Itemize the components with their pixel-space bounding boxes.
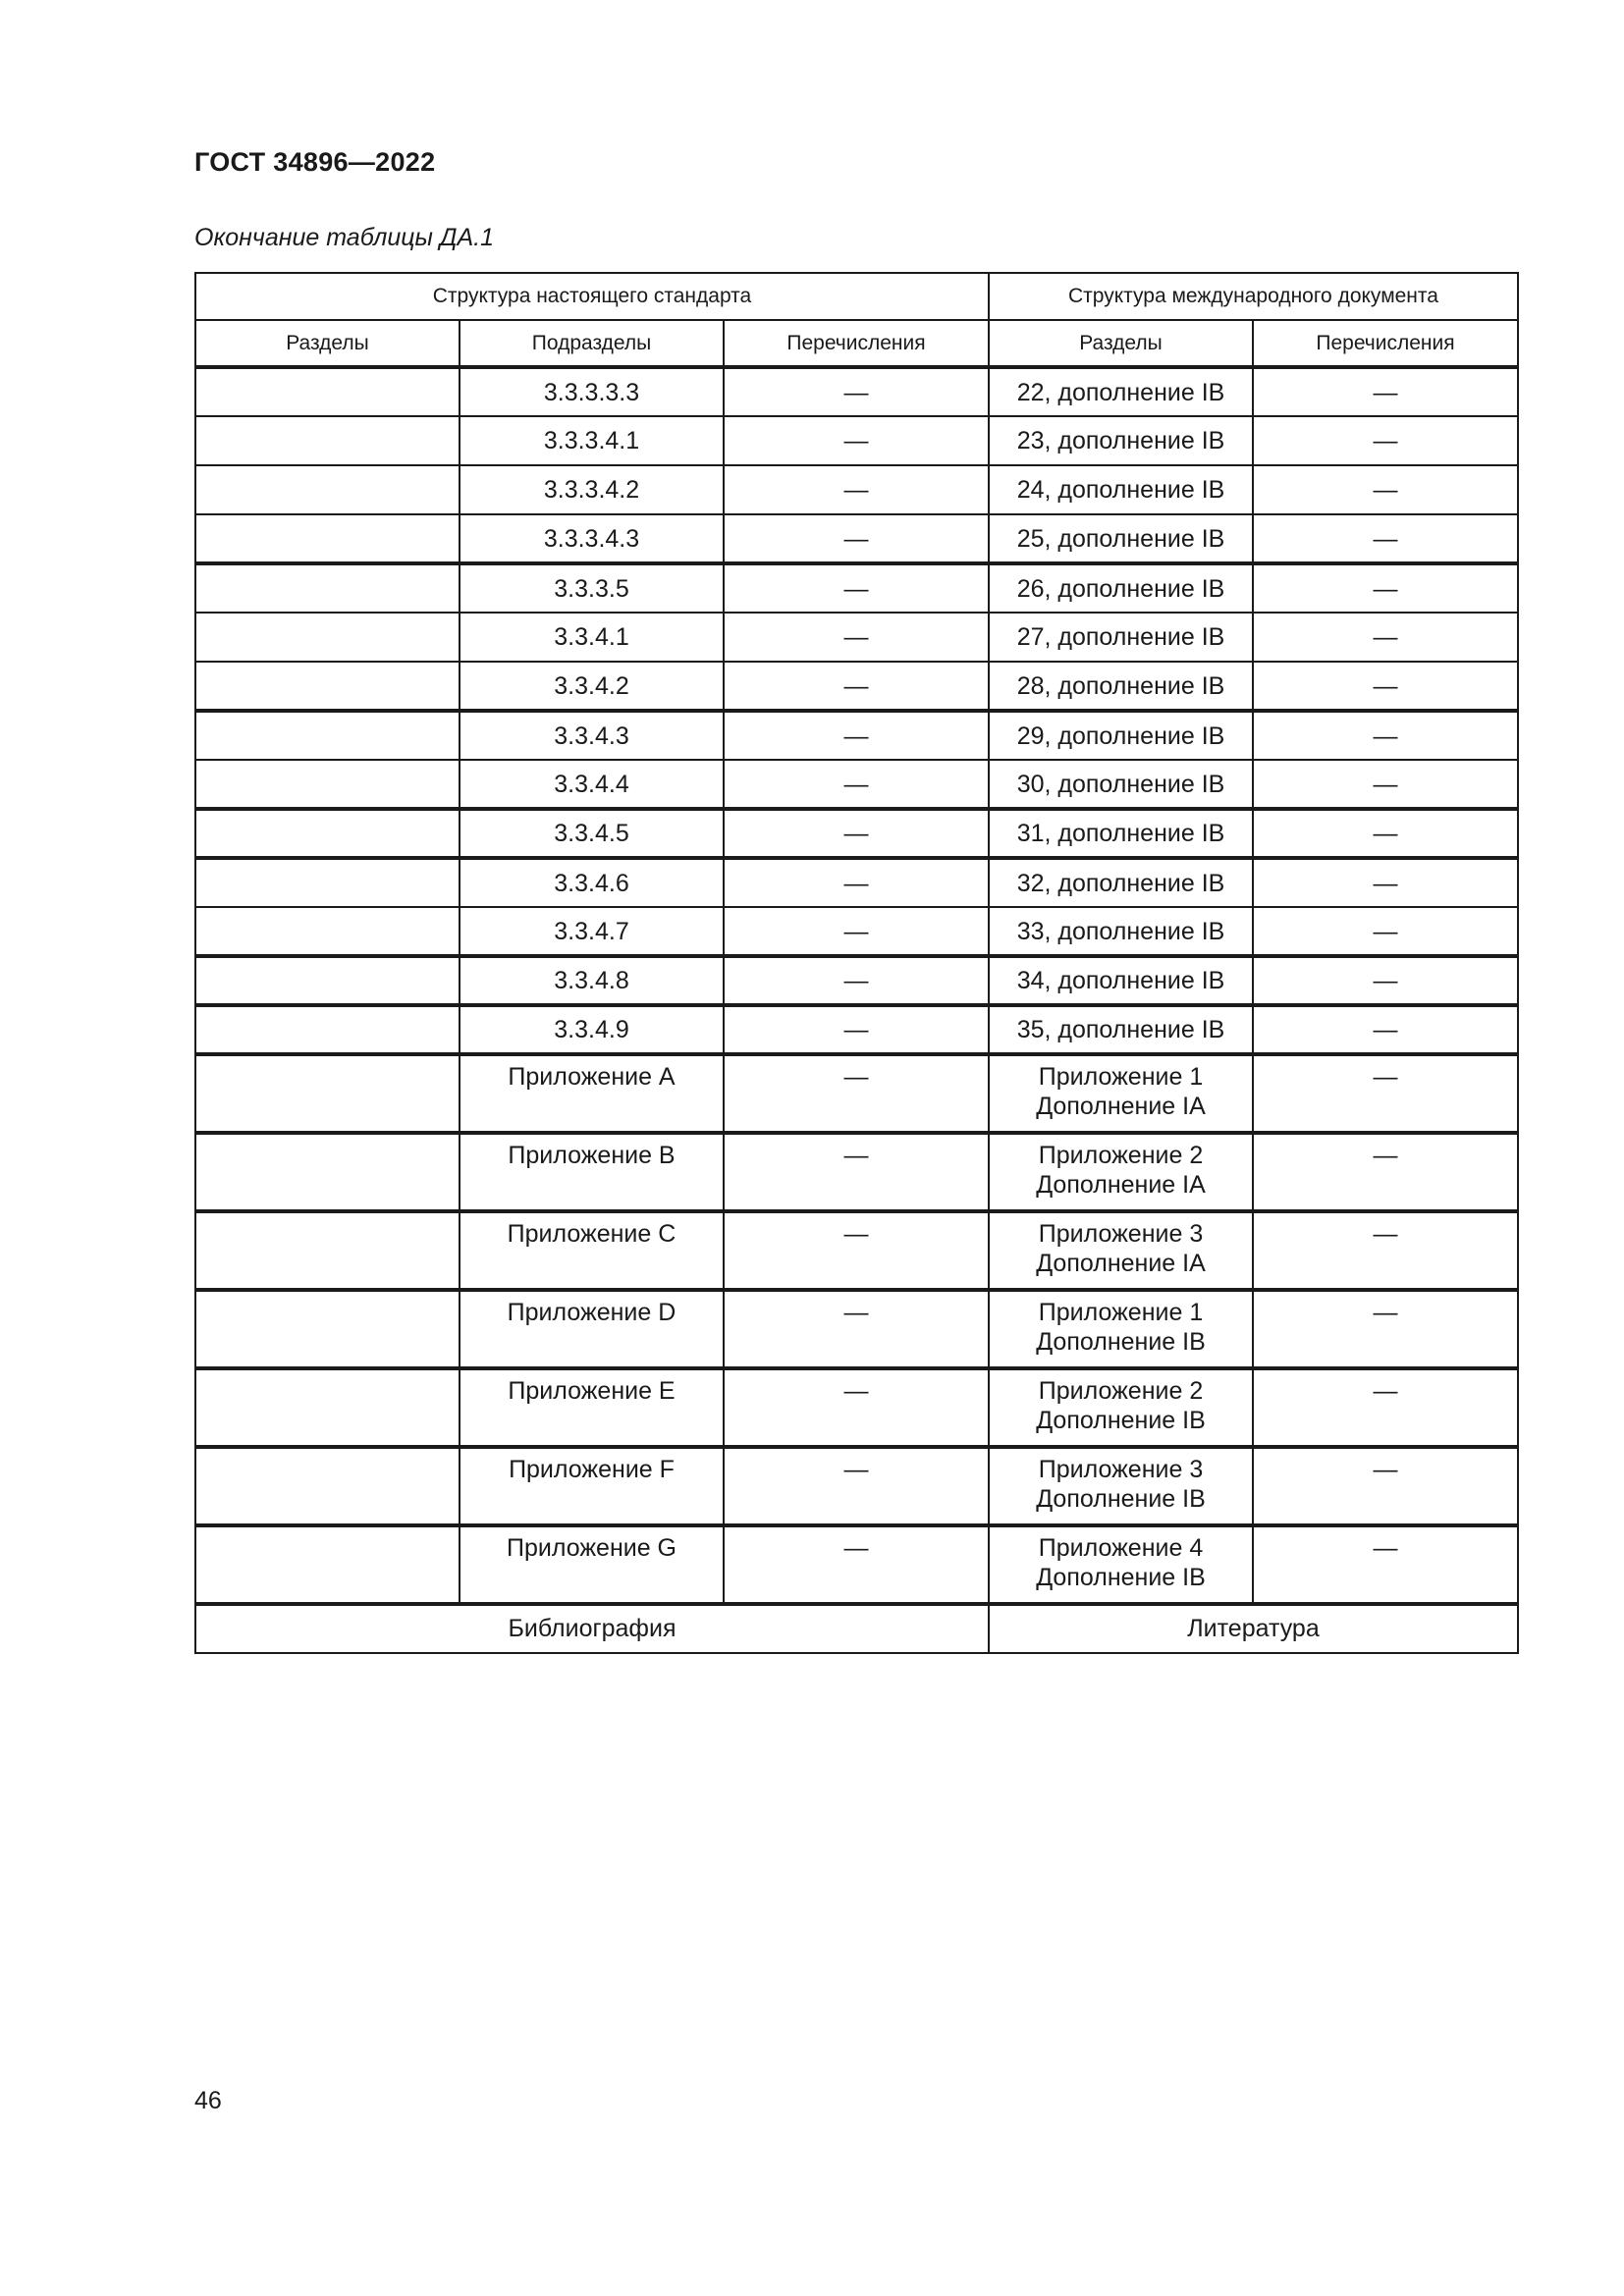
cell-intl-section <box>989 858 1253 907</box>
table-row <box>195 1005 1518 1054</box>
cell-intl-section-line: 26, дополнение IB <box>1016 574 1225 603</box>
cell-intl-section-line: Приложение 1 <box>1038 1299 1204 1326</box>
cell-section <box>195 563 460 613</box>
cell-section <box>195 514 460 563</box>
cell-subsection: 3.3.4.4 <box>460 760 724 809</box>
cell-intl-section-line: 29, дополнение IB <box>1016 721 1225 750</box>
cell-subsection: 3.3.3.3.3 <box>460 367 724 416</box>
cell-enumeration: — <box>724 662 989 711</box>
cell-intl-enumeration: — <box>1253 1525 1518 1604</box>
cell-intl-section <box>989 613 1253 662</box>
table-row <box>195 1133 1518 1211</box>
cell-subsection: Приложение С <box>460 1211 724 1290</box>
table-row <box>195 1054 1518 1133</box>
group-header-row <box>195 273 1518 320</box>
group-header-international-document: Структура международного документа <box>989 273 1518 320</box>
cell-intl-section <box>989 1525 1253 1604</box>
cell-enumeration: — <box>724 1211 989 1290</box>
cell-intl-enumeration: — <box>1253 809 1518 858</box>
cell-intl-section <box>989 662 1253 711</box>
cell-intl-section <box>989 1211 1253 1290</box>
cell-intl-section <box>989 514 1253 563</box>
cell-intl-section-line: Приложение 4 <box>1038 1534 1204 1562</box>
cell-intl-section-line: 24, дополнение IB <box>1016 476 1225 504</box>
cell-intl-section <box>989 1054 1253 1133</box>
cell-subsection: 3.3.4.9 <box>460 1005 724 1054</box>
table-footer-row <box>195 1604 1518 1653</box>
cell-section <box>195 662 460 711</box>
cell-subsection: Приложение G <box>460 1525 724 1604</box>
footer-literature: Литература <box>989 1604 1518 1653</box>
table-row <box>195 465 1518 514</box>
cell-enumeration: — <box>724 367 989 416</box>
cell-enumeration: — <box>724 613 989 662</box>
table-row <box>195 1447 1518 1525</box>
cell-section <box>195 1368 460 1447</box>
cell-intl-enumeration: — <box>1253 907 1518 956</box>
cell-enumeration: — <box>724 711 989 760</box>
column-header-intl-sections: Разделы <box>989 320 1253 367</box>
cell-subsection: 3.3.3.4.3 <box>460 514 724 563</box>
cell-intl-enumeration: — <box>1253 711 1518 760</box>
cell-subsection: Приложение А <box>460 1054 724 1133</box>
cell-section <box>195 613 460 662</box>
cell-intl-enumeration: — <box>1253 1211 1518 1290</box>
cell-intl-section <box>989 711 1253 760</box>
cell-intl-enumeration: — <box>1253 367 1518 416</box>
cell-section <box>195 367 460 416</box>
cell-section <box>195 956 460 1005</box>
footer-bibliography: Библиография <box>195 1604 989 1653</box>
table-row <box>195 760 1518 809</box>
cell-intl-supplement-line: Дополнение IB <box>1036 1485 1206 1513</box>
cell-intl-section-line: 33, дополнение IB <box>1016 917 1225 945</box>
cell-intl-enumeration: — <box>1253 1447 1518 1525</box>
cell-enumeration: — <box>724 907 989 956</box>
cell-subsection: 3.3.4.6 <box>460 858 724 907</box>
page-number: 46 <box>194 2087 222 2114</box>
column-header-row <box>195 320 1518 367</box>
cell-intl-section-line: 23, дополнение IB <box>1016 427 1225 454</box>
cell-intl-section-line: Приложение 3 <box>1038 1456 1204 1483</box>
cell-subsection: 3.3.4.7 <box>460 907 724 956</box>
cell-intl-section <box>989 465 1253 514</box>
group-header-this-standard: Структура настоящего стандарта <box>195 273 989 320</box>
table-row <box>195 1290 1518 1368</box>
cell-enumeration: — <box>724 1447 989 1525</box>
cell-intl-enumeration: — <box>1253 563 1518 613</box>
cell-intl-section <box>989 1447 1253 1525</box>
document-code: ГОСТ 34896—2022 <box>194 147 436 177</box>
cell-intl-enumeration: — <box>1253 514 1518 563</box>
cell-intl-supplement-line: Дополнение IA <box>1036 1250 1206 1277</box>
cell-enumeration: — <box>724 465 989 514</box>
cell-intl-section <box>989 1368 1253 1447</box>
cell-intl-enumeration: — <box>1253 416 1518 465</box>
cell-intl-section-line: Приложение 2 <box>1038 1142 1204 1169</box>
cell-enumeration: — <box>724 514 989 563</box>
cell-subsection: 3.3.4.5 <box>460 809 724 858</box>
table-row <box>195 416 1518 465</box>
cell-section <box>195 1054 460 1133</box>
cell-intl-enumeration: — <box>1253 465 1518 514</box>
table-row <box>195 956 1518 1005</box>
cell-intl-supplement-line: Дополнение IA <box>1036 1171 1206 1199</box>
cell-subsection: 3.3.4.1 <box>460 613 724 662</box>
cell-enumeration: — <box>724 760 989 809</box>
cell-section <box>195 809 460 858</box>
cell-section <box>195 1005 460 1054</box>
cell-subsection: 3.3.4.3 <box>460 711 724 760</box>
table-row <box>195 1211 1518 1290</box>
cell-intl-enumeration: — <box>1253 1368 1518 1447</box>
cell-subsection: Приложение D <box>460 1290 724 1368</box>
table-row <box>195 1368 1518 1447</box>
cell-subsection: Приложение В <box>460 1133 724 1211</box>
column-header-enumerations: Перечисления <box>724 320 989 367</box>
cell-section <box>195 1211 460 1290</box>
cell-enumeration: — <box>724 858 989 907</box>
cell-section <box>195 416 460 465</box>
cell-intl-enumeration: — <box>1253 1290 1518 1368</box>
cell-enumeration: — <box>724 1054 989 1133</box>
cell-intl-section-line: 35, дополнение IB <box>1016 1016 1225 1043</box>
cell-intl-enumeration: — <box>1253 613 1518 662</box>
cell-enumeration: — <box>724 1525 989 1604</box>
cell-subsection: 3.3.4.8 <box>460 956 724 1005</box>
cell-intl-section <box>989 907 1253 956</box>
cell-enumeration: — <box>724 563 989 613</box>
cell-intl-section <box>989 760 1253 809</box>
cell-intl-section-line: 25, дополнение IB <box>1016 524 1225 553</box>
cell-intl-section-line: 28, дополнение IB <box>1016 671 1225 700</box>
cell-intl-section <box>989 563 1253 613</box>
cell-section <box>195 1447 460 1525</box>
column-header-intl-enumerations: Перечисления <box>1253 320 1518 367</box>
cell-intl-enumeration: — <box>1253 858 1518 907</box>
cell-intl-enumeration: — <box>1253 1133 1518 1211</box>
cell-intl-section <box>989 956 1253 1005</box>
cell-intl-section <box>989 1133 1253 1211</box>
cell-section <box>195 760 460 809</box>
cell-intl-section-line: 30, дополнение IB <box>1016 770 1225 798</box>
table-row <box>195 662 1518 711</box>
cell-intl-section-line: Приложение 1 <box>1038 1063 1204 1091</box>
table-row <box>195 711 1518 760</box>
cell-subsection: 3.3.3.4.1 <box>460 416 724 465</box>
cell-intl-section <box>989 809 1253 858</box>
table-row <box>195 809 1518 858</box>
cell-enumeration: — <box>724 1290 989 1368</box>
table-row <box>195 613 1518 662</box>
cell-intl-section <box>989 416 1253 465</box>
cell-section <box>195 1525 460 1604</box>
cell-enumeration: — <box>724 416 989 465</box>
column-header-subsections: Подразделы <box>460 320 724 367</box>
cell-subsection: 3.3.3.4.2 <box>460 465 724 514</box>
cell-intl-section-line: 22, дополнение IB <box>1016 378 1225 406</box>
table-row <box>195 907 1518 956</box>
cell-intl-section-line: Приложение 3 <box>1038 1220 1204 1248</box>
cell-intl-enumeration: — <box>1253 760 1518 809</box>
table-row <box>195 563 1518 613</box>
correspondence-table-container <box>194 272 1517 1654</box>
table-row <box>195 367 1518 416</box>
table-row <box>195 858 1518 907</box>
cell-enumeration: — <box>724 1133 989 1211</box>
cell-section <box>195 1133 460 1211</box>
cell-intl-supplement-line: Дополнение IB <box>1036 1407 1206 1434</box>
cell-enumeration: — <box>724 809 989 858</box>
cell-intl-section <box>989 1290 1253 1368</box>
cell-intl-enumeration: — <box>1253 956 1518 1005</box>
cell-section <box>195 907 460 956</box>
cell-intl-supplement-line: Дополнение IB <box>1036 1564 1206 1591</box>
cell-intl-enumeration: — <box>1253 1054 1518 1133</box>
cell-enumeration: — <box>724 1368 989 1447</box>
cell-subsection: Приложение E <box>460 1368 724 1447</box>
cell-intl-section <box>989 367 1253 416</box>
cell-section <box>195 465 460 514</box>
table-caption: Окончание таблицы ДА.1 <box>194 224 494 251</box>
cell-intl-section-line: 31, дополнение IB <box>1016 820 1225 847</box>
cell-enumeration: — <box>724 956 989 1005</box>
cell-enumeration: — <box>724 1005 989 1054</box>
cell-section <box>195 711 460 760</box>
cell-section <box>195 1290 460 1368</box>
cell-intl-section <box>989 1005 1253 1054</box>
cell-intl-supplement-line: Дополнение IA <box>1036 1093 1206 1120</box>
cell-intl-enumeration: — <box>1253 1005 1518 1054</box>
table-row <box>195 1525 1518 1604</box>
cell-subsection: 3.3.4.2 <box>460 662 724 711</box>
cell-intl-section-line: 27, дополнение IB <box>1016 623 1225 651</box>
correspondence-table <box>194 272 1519 1654</box>
table-body <box>195 367 1518 1604</box>
cell-subsection: 3.3.3.5 <box>460 563 724 613</box>
column-header-sections: Разделы <box>195 320 460 367</box>
cell-intl-supplement-line: Дополнение IB <box>1036 1328 1206 1356</box>
cell-intl-section-line: 32, дополнение IB <box>1016 869 1225 897</box>
cell-intl-section-line: Приложение 2 <box>1038 1377 1204 1405</box>
cell-intl-section-line: 34, дополнение IB <box>1016 967 1225 994</box>
cell-subsection: Приложение F <box>460 1447 724 1525</box>
cell-section <box>195 858 460 907</box>
table-row <box>195 514 1518 563</box>
cell-intl-enumeration: — <box>1253 662 1518 711</box>
